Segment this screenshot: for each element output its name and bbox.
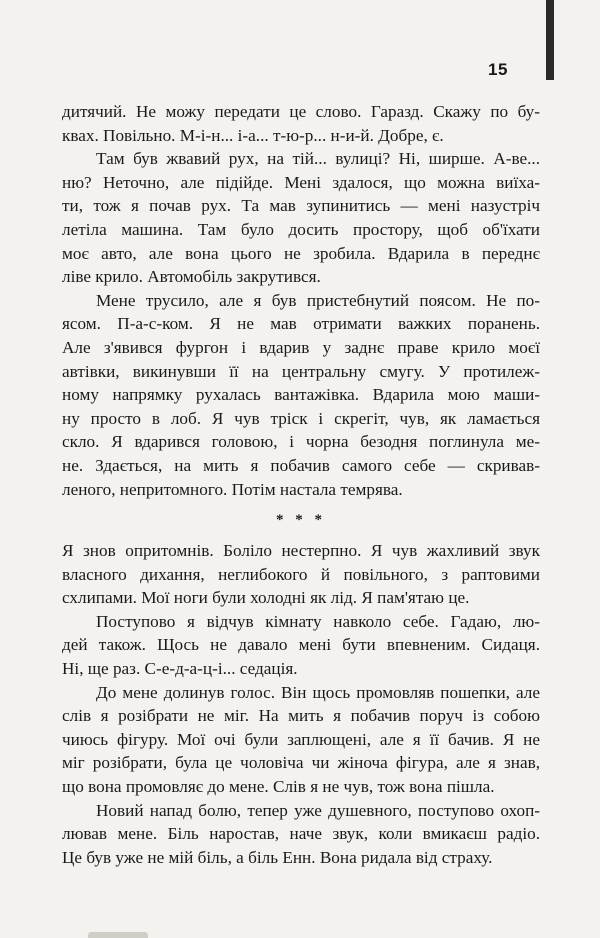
text-line: що вона промовляє до мене. Слів я не чув, тож вона пішла.: [62, 777, 495, 797]
section-separator: * * *: [276, 512, 326, 529]
paragraph: [62, 100, 540, 147]
text-line: скло. Я вдарився головою, і чорна безодня поглинула ме-: [62, 432, 540, 452]
text-line: Мене трусило, але я був пристебнутий поясом. Не по-: [96, 290, 540, 310]
paragraph: [62, 681, 540, 799]
text-line: Це був уже не мій біль, а біль Енн. Вона ридала від страху.: [62, 847, 493, 867]
text-line: дей також. Щось не давало мені бути впевненим. Сидаця.: [62, 635, 540, 655]
paragraph: [62, 147, 540, 289]
text-line: Новий напад болю, тепер уже душевного, поступово охоп-: [96, 800, 540, 820]
paragraph: [62, 289, 540, 501]
text-line: леного, непритомного. Потім настала темрява.: [62, 479, 403, 499]
page-smudge: [88, 932, 148, 938]
paragraph: [62, 539, 540, 610]
text-line: схлипами. Мої ноги були холодні як лід. Я пам'ятаю це.: [62, 588, 470, 608]
text-line: власного дихання, неглибокого й повільного, з раптовими: [62, 564, 540, 584]
text-line: ню? Неточно, але підійде. Мені здалося, що можна виїха-: [62, 172, 540, 192]
text-line: Але з'явився фургон і вдарив у заднє праве крило моєї: [62, 337, 540, 357]
text-line: дитячий. Не можу передати це слово. Гаразд. Скажу по бу-: [62, 102, 540, 121]
text-line: ліве крило. Автомобіль закрутився.: [62, 267, 321, 287]
paragraph: [62, 799, 540, 870]
text-line: ному напрямку рухалась вантажівка. Вдарила мою маши-: [62, 385, 540, 405]
text-line: ти, тож я почав рух. Та мав зупинитись — мені назустріч: [62, 196, 540, 216]
text-line: ясом. П-а-с-ком. Я не мав отримати важких поранень.: [62, 314, 540, 334]
page-number: 15: [488, 60, 508, 79]
text-line: квах. Повільно. М-і-н... і-а... т-ю-р... н-и-й. Добре, є.: [62, 125, 444, 145]
text-line: ну просто в лоб. Я чув тріск і скрегіт, чув, як ламається: [62, 408, 540, 428]
text-line: міг розібрати, була це чоловіча чи жіноча фігура, але я знав,: [62, 753, 540, 773]
text-line: чиюсь фігуру. Мої очі були заплющені, але я її бачив. Я не: [62, 729, 540, 749]
text-line: лював мене. Біль наростав, наче звук, коли вмикаєш радіо.: [62, 824, 540, 844]
text-line: летіла машина. Там було досить простору, щоб об'їхати: [62, 219, 540, 239]
text-line: автівки, викинувши її на центральну смугу. У протилеж-: [62, 361, 540, 381]
text-line: Я знов опритомнів. Боліло нестерпно. Я чув жахливий звук: [62, 541, 540, 561]
text-line: Там був жвавий рух, на тій... вулиці? Ні, ширше. А-ве...: [96, 149, 540, 169]
text-line: не. Здається, на мить я побачив самого себе — скривав-: [62, 455, 540, 475]
text-line: Поступово я відчув кімнату навколо себе. Гадаю, лю-: [96, 611, 540, 631]
paragraph: [62, 610, 540, 681]
text-line: Ні, ще раз. С-е-д-а-ц-і... седація.: [62, 659, 298, 679]
text-line: моє авто, але вона цього не зробила. Вдарила в переднє: [62, 243, 540, 263]
text-line: До мене долинув голос. Він щось промовляв пошепки, але: [96, 682, 540, 702]
page-edge: [546, 0, 554, 80]
body-text: [62, 100, 540, 869]
text-line: слів я розібрати не міг. На мить я побачив поруч із собою: [62, 706, 540, 726]
